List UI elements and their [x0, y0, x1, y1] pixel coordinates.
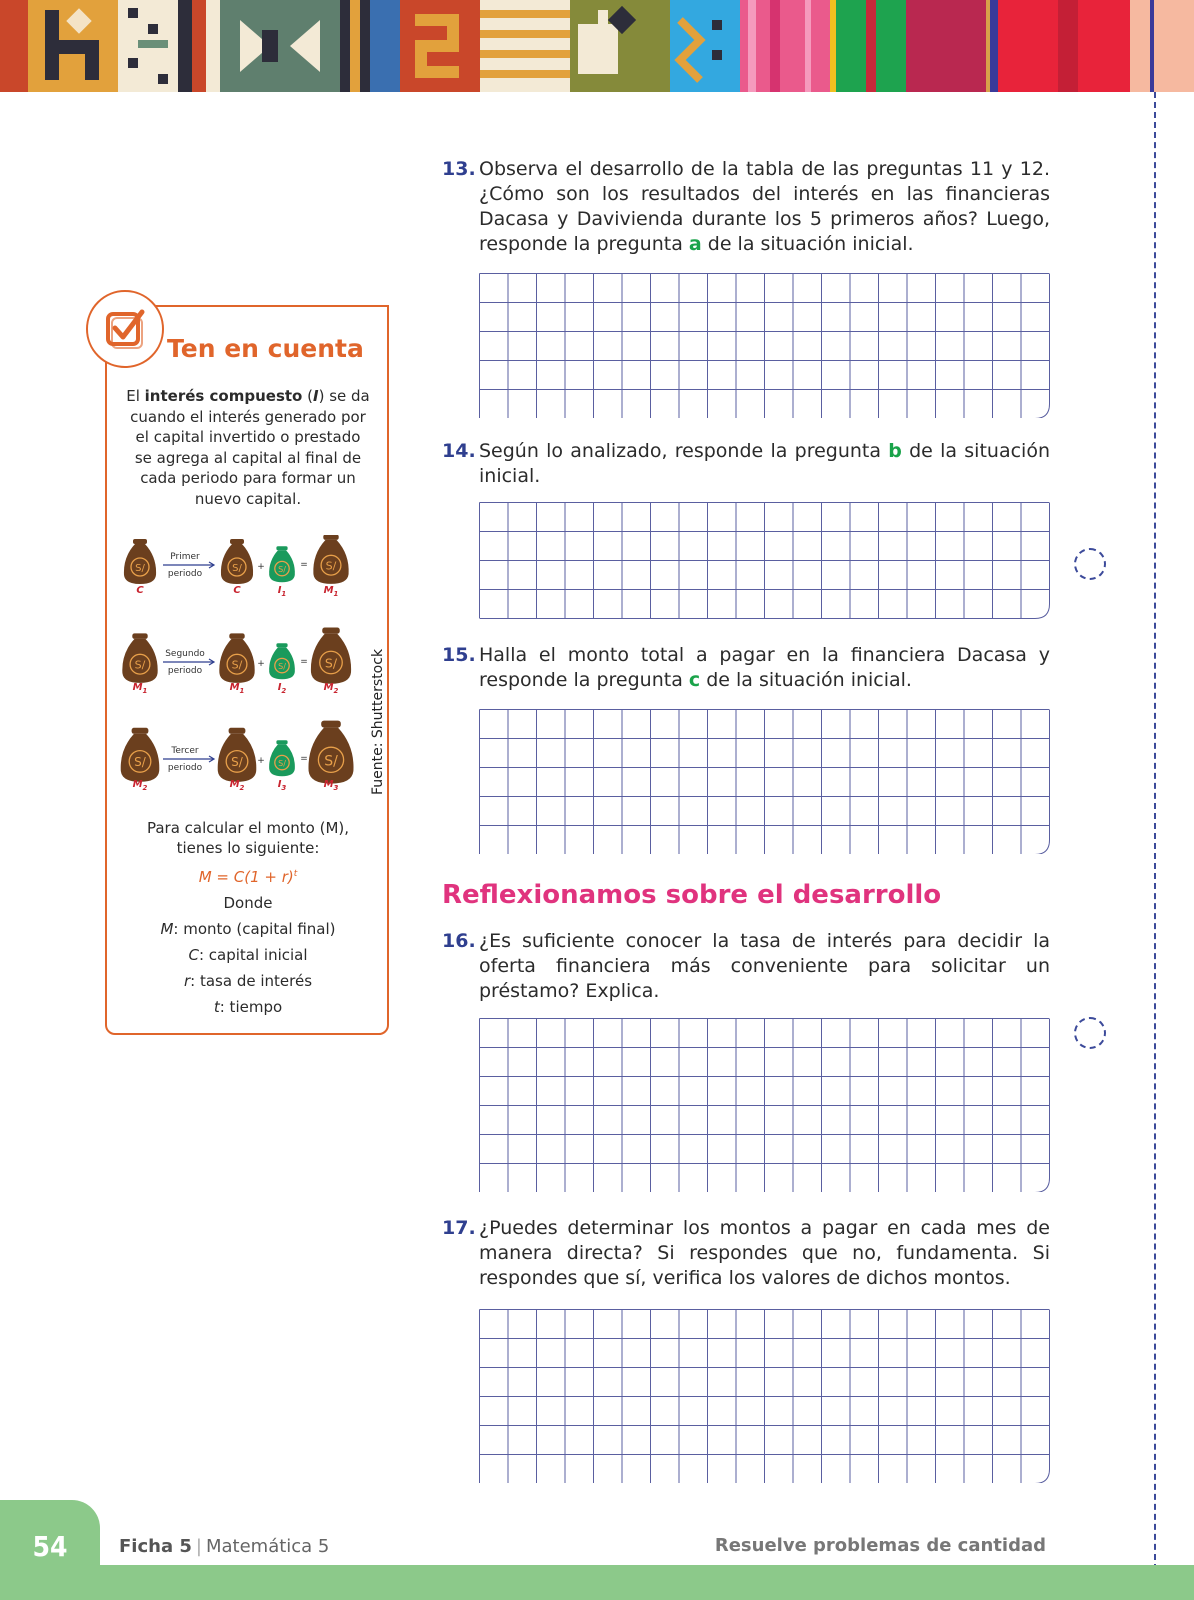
equals-sign: =: [300, 657, 308, 667]
formula: $M = C(1 + r)^t$: [198, 868, 298, 886]
money-bag-icon: [311, 628, 351, 684]
definition-item: r: tasa de interés: [183, 972, 313, 990]
bag-label: $M_2$: [323, 682, 339, 695]
money-bag-icon: [219, 633, 254, 683]
question-16: [442, 929, 1050, 1004]
question-13: [442, 157, 1050, 257]
page-number: 54: [32, 1530, 68, 1563]
money-bag-icon: [218, 728, 257, 782]
question-text: ¿Puedes determinar los montos a pagar en cada mes de manera directa? Si respondes que no, fundamenta. Si respondes que sí, verifica los valores de dichos montos.: [479, 1217, 1050, 1289]
money-bag-icon: [121, 728, 160, 782]
bag-label: $M_1$: [132, 682, 148, 695]
binder-hole-marker: [1074, 548, 1106, 580]
money-bag-icon: [221, 539, 253, 584]
question-text: Halla el monto total a pagar en la financiera Dacasa y responde la pregunta c de la situación inicial.: [479, 644, 1050, 691]
tip-title: Ten en cuenta: [167, 334, 364, 363]
compound-interest-diagram: [120, 535, 365, 810]
question-17: [442, 1216, 1050, 1291]
interest-bag-icon: [269, 546, 295, 582]
donde-label: Donde: [223, 894, 273, 912]
checklist-icon: [86, 290, 164, 368]
interest-bag-icon: [269, 643, 295, 679]
definitions-list: [125, 919, 371, 1017]
question-number: 15.: [442, 644, 476, 666]
svg-text:S/: S/: [324, 655, 338, 671]
svg-text:S/: S/: [232, 563, 242, 574]
bag-label: $I_3$: [277, 779, 287, 792]
svg-text:S/: S/: [324, 753, 338, 770]
footer-band: [0, 1565, 1194, 1600]
cut-line: [1154, 92, 1156, 1600]
bag-label: $I_1$: [277, 585, 287, 598]
equals-sign: =: [300, 754, 308, 764]
question-text: Observa el desarrollo de la tabla de las preguntas 11 y 12. ¿Cómo son los resultados del interés en las financieras Dacasa y Davivienda durante los 5 primeros años? Luego, responde la pregunta a de la situación inicial.: [479, 158, 1050, 255]
bag-label: C: [136, 585, 144, 596]
bag-label: C: [233, 585, 241, 596]
svg-text:S/: S/: [231, 658, 243, 672]
question-number: 17.: [442, 1217, 476, 1239]
bag-label: $M_3$: [323, 779, 339, 792]
question-number: 13.: [442, 158, 476, 180]
image-source: Fuente: Shutterstock: [370, 648, 386, 795]
interest-bag-icon: [269, 740, 295, 776]
plus-sign: +: [257, 562, 265, 572]
svg-text:S/: S/: [134, 658, 146, 672]
bag-label: $M_2$: [229, 779, 245, 792]
answer-grid[interactable]: [479, 1309, 1050, 1483]
answer-grid[interactable]: [479, 273, 1050, 418]
plus-sign: +: [257, 756, 265, 766]
formula-block: [125, 818, 371, 1017]
svg-text:S/: S/: [134, 755, 146, 770]
period-label: periodo: [167, 763, 203, 773]
bag-label: $M_1$: [229, 682, 245, 695]
binder-hole-marker: [1074, 1017, 1106, 1049]
definition-item: C: capital inicial: [188, 946, 308, 964]
section-title: Reflexionamos sobre el desarrollo: [442, 880, 942, 910]
question-number: 16.: [442, 930, 476, 952]
plus-sign: +: [257, 659, 265, 669]
bag-label: $I_2$: [277, 682, 287, 695]
question-14: [442, 439, 1050, 489]
money-bag-icon: [122, 633, 157, 683]
money-bag-icon: [124, 539, 156, 584]
bag-label: $M_2$: [132, 779, 148, 792]
period-label: periodo: [167, 666, 203, 676]
footer-competency: Resuelve problemas de cantidad: [714, 1535, 1046, 1556]
definition-item: M: monto (capital final): [160, 920, 336, 938]
period-label: periodo: [167, 569, 203, 579]
svg-text:S/: S/: [325, 559, 337, 573]
answer-grid[interactable]: [479, 1018, 1050, 1192]
bag-label: $M_1$: [323, 585, 339, 598]
footer-ficha: Ficha 5 | Matemática 5: [119, 1536, 330, 1557]
svg-text:S/: S/: [278, 758, 286, 768]
money-bag-icon: [308, 721, 353, 784]
question-number: 14.: [442, 440, 476, 462]
decorative-textile-banner: [0, 0, 1194, 92]
question-text: ¿Es suficiente conocer la tasa de interés para decidir la oferta financiera más conveniente para solicitar un préstamo? Explica.: [479, 930, 1050, 1002]
question-15: [442, 643, 1050, 693]
svg-text:S/: S/: [278, 564, 286, 574]
question-text: Según lo analizado, responde la pregunta b de la situación inicial.: [479, 440, 1050, 487]
tip-intro: El interés compuesto (I) se da cuando el interés generado por el capital invertido o prestado se agrega al capital al final de cada periodo para formar un nuevo capital.: [126, 387, 370, 508]
period-label: Tercer: [171, 746, 199, 756]
svg-text:S/: S/: [135, 563, 145, 574]
period-label: Segundo: [165, 649, 205, 659]
calc-intro: Para calcular el monto (M), tienes lo siguiente:: [146, 819, 350, 857]
period-label: Primer: [170, 552, 200, 562]
svg-text:S/: S/: [231, 755, 243, 770]
equals-sign: =: [300, 560, 308, 570]
money-bag-icon: [313, 535, 348, 584]
answer-grid[interactable]: [479, 709, 1050, 854]
svg-text:S/: S/: [278, 661, 286, 671]
definition-item: t: tiempo: [213, 998, 283, 1016]
answer-grid[interactable]: [479, 502, 1050, 619]
